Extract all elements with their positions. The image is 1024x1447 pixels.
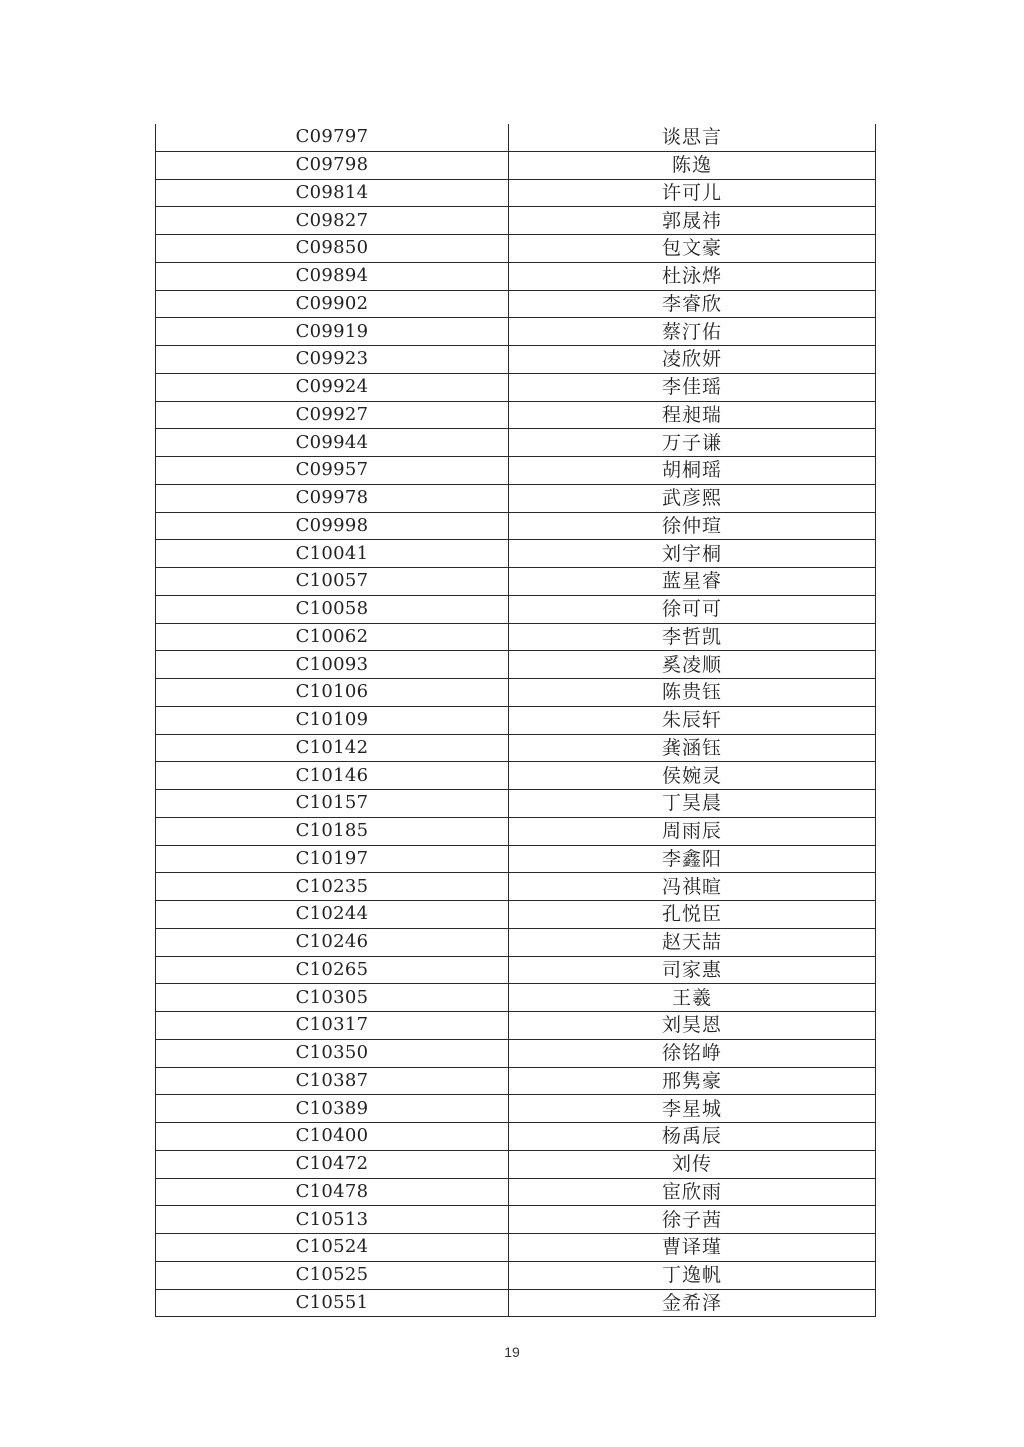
student-name-cell: 杨禹辰: [509, 1123, 876, 1151]
table-row: [156, 484, 876, 512]
student-id-cell: C09923: [156, 346, 509, 374]
student-name-cell: 李星城: [509, 1095, 876, 1123]
student-name-cell: 金希泽: [509, 1289, 876, 1317]
table-row: [156, 1150, 876, 1178]
student-name-cell: 万子谦: [509, 429, 876, 457]
table-row: [156, 984, 876, 1012]
table-row: [156, 734, 876, 762]
roster-table-body: [156, 124, 876, 1317]
student-id-cell: C10472: [156, 1150, 509, 1178]
student-name-cell: 邢隽豪: [509, 1067, 876, 1095]
student-id-cell: C10246: [156, 928, 509, 956]
student-name-cell: 蓝星睿: [509, 568, 876, 596]
student-name-cell: 蔡汀佑: [509, 318, 876, 346]
student-name-cell: 奚凌顺: [509, 651, 876, 679]
table-row: [156, 179, 876, 207]
student-id-cell: C09850: [156, 235, 509, 263]
student-name-cell: 凌欣妍: [509, 346, 876, 374]
student-name-cell: 王羲: [509, 984, 876, 1012]
student-id-cell: C10062: [156, 623, 509, 651]
student-id-cell: C10146: [156, 762, 509, 790]
table-row: [156, 1289, 876, 1317]
student-name-cell: 包文豪: [509, 235, 876, 263]
table-row: [156, 790, 876, 818]
student-name-cell: 许可儿: [509, 179, 876, 207]
table-row: [156, 429, 876, 457]
student-id-cell: C10305: [156, 984, 509, 1012]
student-id-cell: C10478: [156, 1178, 509, 1206]
table-row: [156, 124, 876, 151]
student-name-cell: 丁昊晨: [509, 790, 876, 818]
student-name-cell: 徐子茜: [509, 1206, 876, 1234]
table-row: [156, 817, 876, 845]
table-row: [156, 706, 876, 734]
student-name-cell: 徐仲瑄: [509, 512, 876, 540]
student-id-cell: C09927: [156, 401, 509, 429]
table-row: [156, 845, 876, 873]
student-id-cell: C09944: [156, 429, 509, 457]
student-id-cell: C10235: [156, 873, 509, 901]
table-row: [156, 457, 876, 485]
table-row: [156, 651, 876, 679]
student-name-cell: 李鑫阳: [509, 845, 876, 873]
student-id-cell: C09814: [156, 179, 509, 207]
student-name-cell: 陈贵钰: [509, 679, 876, 707]
roster-table: [155, 124, 876, 1317]
table-row: [156, 1012, 876, 1040]
student-name-cell: 胡桐瑶: [509, 457, 876, 485]
student-id-cell: C09924: [156, 373, 509, 401]
table-row: [156, 901, 876, 929]
table-row: [156, 928, 876, 956]
table-row: [156, 1234, 876, 1262]
table-row: [156, 1123, 876, 1151]
table-row: [156, 1095, 876, 1123]
table-row: [156, 262, 876, 290]
table-row: [156, 956, 876, 984]
student-id-cell: C10109: [156, 706, 509, 734]
student-name-cell: 冯祺暄: [509, 873, 876, 901]
student-name-cell: 周雨辰: [509, 817, 876, 845]
table-row: [156, 1178, 876, 1206]
student-name-cell: 孔悦臣: [509, 901, 876, 929]
table-row: [156, 1261, 876, 1289]
student-id-cell: C09957: [156, 457, 509, 485]
student-name-cell: 侯婉灵: [509, 762, 876, 790]
page-number: 19: [504, 1344, 520, 1360]
student-id-cell: C09998: [156, 512, 509, 540]
table-row: [156, 1039, 876, 1067]
student-id-cell: C10524: [156, 1234, 509, 1262]
table-row: [156, 1067, 876, 1095]
student-name-cell: 司家惠: [509, 956, 876, 984]
student-name-cell: 刘传: [509, 1150, 876, 1178]
student-id-cell: C10525: [156, 1261, 509, 1289]
student-id-cell: C10157: [156, 790, 509, 818]
student-name-cell: 李哲凯: [509, 623, 876, 651]
student-name-cell: 徐可可: [509, 595, 876, 623]
student-name-cell: 武彦熙: [509, 484, 876, 512]
student-id-cell: C10551: [156, 1289, 509, 1317]
table-row: [156, 623, 876, 651]
student-name-cell: 谈思言: [509, 124, 876, 151]
student-id-cell: C10057: [156, 568, 509, 596]
student-name-cell: 赵天喆: [509, 928, 876, 956]
student-id-cell: C10058: [156, 595, 509, 623]
table-row: [156, 568, 876, 596]
student-id-cell: C10142: [156, 734, 509, 762]
student-id-cell: C10041: [156, 540, 509, 568]
table-row: [156, 151, 876, 179]
student-id-cell: C10265: [156, 956, 509, 984]
table-row: [156, 873, 876, 901]
student-name-cell: 程昶瑞: [509, 401, 876, 429]
table-row: [156, 207, 876, 235]
table-row: [156, 235, 876, 263]
student-id-cell: C10350: [156, 1039, 509, 1067]
student-id-cell: C09827: [156, 207, 509, 235]
student-name-cell: 刘昊恩: [509, 1012, 876, 1040]
student-id-cell: C09798: [156, 151, 509, 179]
student-id-cell: C10244: [156, 901, 509, 929]
student-name-cell: 丁逸帆: [509, 1261, 876, 1289]
table-row: [156, 512, 876, 540]
student-id-cell: C10093: [156, 651, 509, 679]
table-row: [156, 290, 876, 318]
student-id-cell: C10185: [156, 817, 509, 845]
student-id-cell: C10400: [156, 1123, 509, 1151]
student-id-cell: C09894: [156, 262, 509, 290]
student-name-cell: 刘宇桐: [509, 540, 876, 568]
student-name-cell: 朱辰轩: [509, 706, 876, 734]
table-row: [156, 401, 876, 429]
student-id-cell: C09978: [156, 484, 509, 512]
table-row: [156, 679, 876, 707]
student-name-cell: 宦欣雨: [509, 1178, 876, 1206]
student-name-cell: 曹译瑾: [509, 1234, 876, 1262]
student-name-cell: 郭晟祎: [509, 207, 876, 235]
student-name-cell: 龚涵钰: [509, 734, 876, 762]
student-id-cell: C09919: [156, 318, 509, 346]
student-id-cell: C09797: [156, 124, 509, 151]
student-id-cell: C10387: [156, 1067, 509, 1095]
student-id-cell: C10197: [156, 845, 509, 873]
table-row: [156, 373, 876, 401]
table-row: [156, 1206, 876, 1234]
student-id-cell: C09902: [156, 290, 509, 318]
table-row: [156, 762, 876, 790]
student-id-cell: C10317: [156, 1012, 509, 1040]
student-name-cell: 徐铭峥: [509, 1039, 876, 1067]
table-row: [156, 540, 876, 568]
student-id-cell: C10389: [156, 1095, 509, 1123]
student-id-cell: C10513: [156, 1206, 509, 1234]
table-row: [156, 346, 876, 374]
student-name-cell: 杜泳烨: [509, 262, 876, 290]
student-name-cell: 陈逸: [509, 151, 876, 179]
table-row: [156, 595, 876, 623]
student-name-cell: 李睿欣: [509, 290, 876, 318]
student-name-cell: 李佳瑶: [509, 373, 876, 401]
table-row: [156, 318, 876, 346]
student-id-cell: C10106: [156, 679, 509, 707]
